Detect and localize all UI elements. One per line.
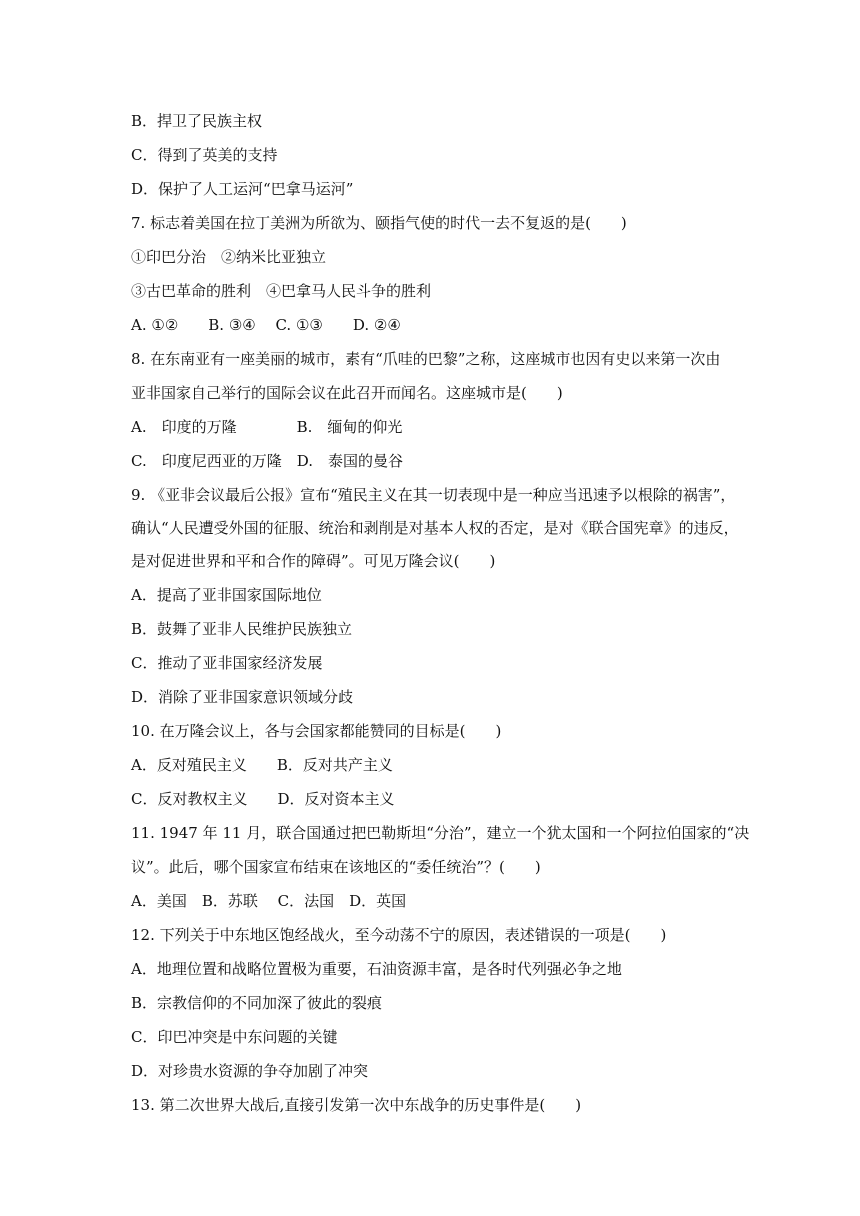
option-6c: C．得到了英美的支持 <box>131 146 278 164</box>
options-8-ab: A. 印度的万隆 B. 缅甸的仰光 <box>131 418 403 436</box>
question-13: 13. 第二次世界大战后,直接引发第一次中东战争的历史事件是( ) <box>131 1096 582 1114</box>
option-12b: B．宗教信仰的不同加深了彼此的裂痕 <box>131 994 383 1012</box>
question-11-line-2: 议”。此后，哪个国家宣布结束在该地区的“委任统治”？( ) <box>131 858 541 876</box>
option-12c: C．印巴冲突是中东问题的关键 <box>131 1028 338 1046</box>
question-7: 7. 标志着美国在拉丁美洲为所欲为、颐指气使的时代一去不复返的是( ) <box>131 214 627 232</box>
question-12: 12. 下列关于中东地区饱经战火，至今动荡不宁的原因，表述错误的一项是( ) <box>131 926 667 944</box>
options-7: A. ①② B. ③④ C. ①③ D. ②④ <box>131 316 401 334</box>
question-8-line-2: 亚非国家自己举行的国际会议在此召开而闻名。这座城市是( ) <box>131 384 563 402</box>
statement-7-1: ①印巴分治 ②纳米比亚独立 <box>131 248 327 266</box>
option-9d: D．消除了亚非国家意识领域分歧 <box>131 688 354 706</box>
options-10-cd: C．反对教权主义 D．反对资本主义 <box>131 790 395 808</box>
statement-7-2: ③古巴革命的胜利 ④巴拿马人民斗争的胜利 <box>131 282 432 300</box>
option-6d: D．保护了人工运河“巴拿马运河” <box>131 180 354 198</box>
option-12d: D．对珍贵水资源的争夺加剧了冲突 <box>131 1062 369 1080</box>
question-8-line-1: 8. 在东南亚有一座美丽的城市，素有“爪哇的巴黎”之称，这座城市也因有史以来第一次由 <box>131 350 721 368</box>
option-9b: B．鼓舞了亚非人民维护民族独立 <box>131 620 353 638</box>
options-10-ab: A．反对殖民主义 B．反对共产主义 <box>131 756 393 774</box>
options-8-cd: C. 印度尼西亚的万隆 D. 泰国的曼谷 <box>131 452 403 470</box>
question-9-line-3: 是对促进世界和平和合作的障碍”。可见万隆会议( ) <box>131 552 496 570</box>
option-12a: A．地理位置和战略位置极为重要，石油资源丰富，是各时代列强必争之地 <box>131 960 622 978</box>
option-9a: A．提高了亚非国家国际地位 <box>131 586 322 604</box>
option-9c: C．推动了亚非国家经济发展 <box>131 654 323 672</box>
question-9-line-1: 9. 《亚非会议最后公报》宣布“殖民主义在其一切表现中是一种应当迅速予以根除的祸害”， <box>131 486 736 504</box>
question-10: 10. 在万隆会议上，各与会国家都能赞同的目标是( ) <box>131 722 502 740</box>
option-6b: B．捍卫了民族主权 <box>131 112 263 130</box>
options-11: A．美国 B．苏联 C．法国 D．英国 <box>131 892 407 910</box>
question-9-line-2: 确认“人民遭受外国的征服、统治和剥削是对基本人权的否定，是对《联合国宪章》的违反， <box>131 519 739 537</box>
question-11-line-1: 11. 1947 年 11 月，联合国通过把巴勒斯坦“分治”，建立一个犹太国和一个阿拉伯国家的“决 <box>131 824 750 842</box>
